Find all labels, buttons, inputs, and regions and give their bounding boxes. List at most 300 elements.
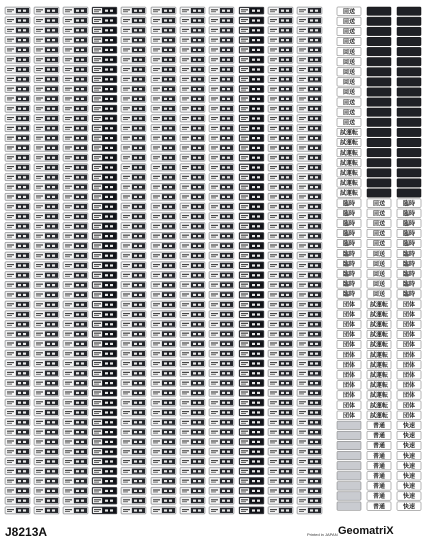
route-sign-decal (268, 301, 293, 308)
route-sign-decal (180, 46, 205, 53)
route-sign-decal (121, 56, 146, 63)
svg-text:試運転: 試運転 (369, 382, 389, 390)
route-sign-decal (209, 379, 234, 386)
route-sign-decal (63, 144, 88, 151)
special-sign-decal (337, 47, 361, 55)
svg-text:普通: 普通 (372, 452, 386, 460)
route-sign-decal (34, 17, 59, 24)
route-sign-decal (297, 409, 322, 416)
svg-text:普通: 普通 (372, 493, 386, 501)
special-sign-decal (337, 462, 361, 470)
route-sign-decal (63, 232, 88, 239)
route-sign-decal (180, 419, 205, 426)
route-sign-decal (180, 36, 205, 43)
route-sign-decal (268, 468, 293, 475)
route-sign-decal (34, 272, 59, 279)
special-sign-decal (367, 381, 391, 389)
route-sign-decal (92, 438, 117, 445)
route-sign-decal (209, 125, 234, 132)
route-sign-decal (180, 507, 205, 514)
route-sign-decal (297, 252, 322, 259)
special-sign-decal (397, 219, 421, 227)
route-sign-decal (63, 17, 88, 24)
special-sign-decal (337, 482, 361, 490)
special-sign-decal (337, 431, 361, 439)
route-sign-decal (121, 252, 146, 259)
svg-text:臨時: 臨時 (342, 240, 356, 248)
svg-text:団体: 団体 (342, 321, 356, 329)
route-sign-decal (180, 223, 205, 230)
route-sign-decal (209, 477, 234, 484)
route-sign-decal (268, 7, 293, 14)
special-sign-decal (397, 371, 421, 379)
sheet-footer (0, 520, 428, 551)
route-sign-decal (151, 203, 176, 210)
route-sign-decal (209, 213, 234, 220)
route-sign-decal (268, 134, 293, 141)
route-sign-decal (5, 350, 30, 357)
svg-text:団体: 団体 (342, 382, 356, 390)
route-sign-decal (268, 27, 293, 34)
route-sign-decal (121, 311, 146, 318)
special-sign-decal (397, 330, 421, 338)
route-sign-decal (151, 419, 176, 426)
route-sign-decal (209, 409, 234, 416)
route-sign-decal (297, 164, 322, 171)
svg-text:試運転: 試運転 (339, 159, 359, 167)
route-sign-decal (5, 95, 30, 102)
route-sign-decal (92, 17, 117, 24)
route-sign-decal (297, 174, 322, 181)
route-sign-decal (239, 105, 264, 112)
route-sign-decal (180, 389, 205, 396)
special-sign-decal (337, 472, 361, 480)
route-sign-decal (151, 115, 176, 122)
special-sign-decal (367, 431, 391, 439)
route-sign-decal (209, 321, 234, 328)
route-sign-decal (268, 183, 293, 190)
route-sign-decal (297, 419, 322, 426)
route-sign-decal (92, 389, 117, 396)
special-sign-decal (367, 472, 391, 480)
route-sign-decal (268, 370, 293, 377)
route-sign-decal (34, 154, 59, 161)
special-sign-decal (337, 421, 361, 429)
route-sign-decal (297, 428, 322, 435)
svg-text:快速: 快速 (402, 493, 416, 501)
route-sign-decal (209, 360, 234, 367)
route-sign-decal (268, 477, 293, 484)
special-sign-decal (367, 148, 391, 156)
route-sign-decal (151, 105, 176, 112)
route-sign-decal (34, 458, 59, 465)
svg-text:回送: 回送 (342, 38, 356, 46)
route-sign-decal (63, 291, 88, 298)
route-sign-decal (92, 144, 117, 151)
route-sign-decal (63, 330, 88, 337)
route-sign-decal (180, 174, 205, 181)
special-sign-decal (337, 219, 361, 227)
route-sign-decal (34, 507, 59, 514)
special-sign-decal (367, 280, 391, 288)
route-sign-decal (297, 144, 322, 151)
special-sign-decal (397, 249, 421, 257)
special-sign-decal (367, 128, 391, 136)
route-sign-decal (297, 350, 322, 357)
route-sign-decal (5, 487, 30, 494)
route-sign-decal (151, 7, 176, 14)
brand-logo: GeomatriX (338, 525, 394, 537)
special-sign-decal (397, 179, 421, 187)
route-sign-decal (151, 56, 176, 63)
svg-text:臨時: 臨時 (402, 230, 416, 238)
route-sign-decal (63, 223, 88, 230)
svg-text:試運転: 試運転 (369, 361, 389, 369)
route-sign-decal (63, 409, 88, 416)
route-sign-decal (34, 321, 59, 328)
special-sign-decal (367, 320, 391, 328)
route-sign-decal (297, 36, 322, 43)
special-sign-decal (367, 290, 391, 298)
route-sign-decal (5, 134, 30, 141)
route-sign-decal (268, 115, 293, 122)
route-sign-decal (121, 27, 146, 34)
route-sign-decal (34, 409, 59, 416)
svg-text:団体: 団体 (402, 382, 416, 390)
route-sign-decal (121, 76, 146, 83)
special-sign-decal (397, 209, 421, 217)
route-sign-decal (239, 340, 264, 347)
route-sign-decal (92, 252, 117, 259)
route-sign-decal (92, 85, 117, 92)
route-sign-decal (5, 183, 30, 190)
route-sign-decal (63, 311, 88, 318)
svg-text:団体: 団体 (402, 361, 416, 369)
route-sign-decal (92, 125, 117, 132)
special-sign-decal (397, 502, 421, 510)
special-sign-decal (397, 260, 421, 268)
route-sign-decal (151, 301, 176, 308)
route-sign-decal (63, 340, 88, 347)
svg-text:回送: 回送 (372, 210, 386, 218)
svg-text:回送: 回送 (342, 89, 356, 97)
route-sign-decal (297, 301, 322, 308)
route-sign-decal (209, 85, 234, 92)
route-sign-decal (121, 17, 146, 24)
route-sign-decal (63, 115, 88, 122)
svg-text:普通: 普通 (372, 503, 386, 511)
special-sign-decal (337, 371, 361, 379)
svg-text:試運転: 試運転 (339, 190, 359, 198)
route-sign-decal (209, 370, 234, 377)
route-sign-decal (34, 252, 59, 259)
svg-text:臨時: 臨時 (342, 210, 356, 218)
route-sign-decal (239, 36, 264, 43)
route-sign-decal (297, 183, 322, 190)
special-sign-decal (397, 462, 421, 470)
route-sign-decal (268, 448, 293, 455)
route-sign-decal (209, 389, 234, 396)
svg-text:試運転: 試運転 (369, 392, 389, 400)
special-sign-decal (337, 17, 361, 25)
route-sign-decal (121, 144, 146, 151)
route-sign-decal (34, 448, 59, 455)
route-sign-decal (92, 56, 117, 63)
route-sign-decal (34, 281, 59, 288)
route-sign-decal (239, 272, 264, 279)
svg-text:回送: 回送 (342, 48, 356, 56)
special-sign-decal (367, 17, 391, 25)
svg-text:試運転: 試運転 (369, 311, 389, 319)
special-sign-decal (367, 411, 391, 419)
route-sign-decal (92, 174, 117, 181)
special-sign-decal (337, 239, 361, 247)
route-sign-decal (34, 301, 59, 308)
svg-text:団体: 団体 (342, 392, 356, 400)
special-sign-decal (337, 88, 361, 96)
route-sign-decal (151, 497, 176, 504)
route-sign-decal (34, 438, 59, 445)
route-sign-decal (92, 497, 117, 504)
route-sign-decal (63, 262, 88, 269)
special-sign-decal (397, 27, 421, 35)
route-sign-decal (268, 321, 293, 328)
special-sign-decal (397, 138, 421, 146)
special-sign-decal (367, 68, 391, 76)
route-sign-decal (63, 370, 88, 377)
special-sign-decal (397, 472, 421, 480)
route-sign-decal (239, 409, 264, 416)
route-sign-decal (268, 232, 293, 239)
route-sign-decal (34, 379, 59, 386)
route-sign-decal (121, 134, 146, 141)
svg-text:回送: 回送 (372, 220, 386, 228)
route-sign-decal (5, 301, 30, 308)
svg-text:快速: 快速 (402, 462, 416, 470)
route-sign-decal (297, 115, 322, 122)
svg-text:試運転: 試運転 (339, 180, 359, 188)
special-sign-decal (397, 17, 421, 25)
route-sign-decal (268, 164, 293, 171)
special-sign-decal (397, 451, 421, 459)
route-sign-decal (34, 105, 59, 112)
route-sign-decal (239, 438, 264, 445)
route-sign-decal (180, 154, 205, 161)
special-sign-decal (337, 7, 361, 15)
special-sign-decal (337, 68, 361, 76)
svg-text:団体: 団体 (402, 372, 416, 379)
special-sign-decal (367, 371, 391, 379)
route-sign-decal (239, 134, 264, 141)
route-sign-decal (151, 36, 176, 43)
special-sign-decal (337, 189, 361, 197)
route-sign-decal (121, 125, 146, 132)
route-sign-decal (239, 213, 264, 220)
route-sign-decal (239, 223, 264, 230)
route-sign-decal (239, 468, 264, 475)
route-sign-decal (5, 330, 30, 337)
route-sign-decal (5, 340, 30, 347)
route-sign-decal (180, 370, 205, 377)
special-sign-decal (367, 189, 391, 197)
route-sign-decal (34, 174, 59, 181)
svg-text:回送: 回送 (342, 58, 356, 66)
route-sign-decal (5, 17, 30, 24)
route-sign-decal (121, 330, 146, 337)
route-sign-decal (5, 144, 30, 151)
route-sign-decal (5, 27, 30, 34)
route-sign-decal (151, 262, 176, 269)
route-sign-decal (209, 36, 234, 43)
svg-text:団体: 団体 (402, 392, 416, 400)
route-sign-decal (63, 95, 88, 102)
special-sign-decal (337, 411, 361, 419)
special-sign-decal (397, 229, 421, 237)
svg-text:団体: 団体 (402, 301, 416, 309)
route-sign-decal (63, 507, 88, 514)
svg-text:回送: 回送 (372, 250, 386, 258)
route-sign-decal (92, 370, 117, 377)
route-sign-decal (92, 203, 117, 210)
route-sign-decal (297, 46, 322, 53)
route-sign-decal (63, 7, 88, 14)
special-sign-decal (397, 37, 421, 45)
route-sign-decal (209, 419, 234, 426)
route-sign-decal (5, 125, 30, 132)
route-sign-decal (268, 17, 293, 24)
route-sign-decal (5, 389, 30, 396)
route-sign-decal (180, 272, 205, 279)
route-sign-decal (180, 291, 205, 298)
route-sign-decal (239, 389, 264, 396)
route-sign-decal (209, 507, 234, 514)
special-sign-decal (397, 290, 421, 298)
route-sign-decal (34, 46, 59, 53)
route-sign-decal (121, 438, 146, 445)
route-sign-decal (209, 154, 234, 161)
route-sign-decal (268, 330, 293, 337)
special-sign-decal (337, 320, 361, 328)
route-sign-decal (180, 448, 205, 455)
route-sign-decal (239, 428, 264, 435)
route-sign-decal (239, 232, 264, 239)
special-sign-decal (367, 98, 391, 106)
route-sign-decal (5, 281, 30, 288)
special-sign-decal (337, 451, 361, 459)
route-sign-decal (209, 497, 234, 504)
route-sign-decal (63, 46, 88, 53)
special-sign-decal (367, 482, 391, 490)
route-sign-decal (92, 458, 117, 465)
svg-text:普通: 普通 (372, 422, 386, 430)
route-sign-decal (209, 17, 234, 24)
special-sign-decal (367, 78, 391, 86)
route-sign-decal (209, 301, 234, 308)
route-sign-decal (209, 27, 234, 34)
route-sign-decal (34, 468, 59, 475)
route-sign-decal (239, 125, 264, 132)
route-sign-decal (180, 76, 205, 83)
route-sign-decal (239, 379, 264, 386)
route-sign-decal (209, 252, 234, 259)
route-sign-decal (297, 507, 322, 514)
route-sign-decal (34, 164, 59, 171)
route-sign-decal (209, 134, 234, 141)
route-sign-decal (34, 291, 59, 298)
route-sign-decal (121, 281, 146, 288)
route-sign-decal (5, 46, 30, 53)
route-sign-decal (297, 232, 322, 239)
route-sign-decal (268, 311, 293, 318)
route-sign-decal (5, 242, 30, 249)
svg-text:普通: 普通 (372, 483, 386, 491)
special-sign-decal (397, 98, 421, 106)
special-sign-decal (367, 219, 391, 227)
route-sign-decal (151, 144, 176, 151)
svg-text:快速: 快速 (402, 483, 416, 491)
route-sign-decal (239, 291, 264, 298)
route-sign-decal (297, 458, 322, 465)
route-sign-decal (121, 350, 146, 357)
special-sign-decal (367, 58, 391, 66)
route-sign-decal (180, 330, 205, 337)
special-sign-decal (337, 209, 361, 217)
special-sign-decal (337, 290, 361, 298)
route-sign-decal (92, 232, 117, 239)
route-sign-decal (209, 340, 234, 347)
svg-text:回送: 回送 (342, 69, 356, 76)
route-sign-decal (180, 125, 205, 132)
route-sign-decal (297, 154, 322, 161)
route-sign-decal (63, 213, 88, 220)
special-sign-decal (337, 310, 361, 318)
special-sign-decal (337, 361, 361, 369)
route-sign-decal (63, 125, 88, 132)
route-sign-decal (92, 76, 117, 83)
route-sign-decal (151, 340, 176, 347)
route-sign-decal (34, 330, 59, 337)
svg-text:回送: 回送 (342, 18, 356, 26)
route-sign-decal (121, 193, 146, 200)
route-sign-decal (297, 272, 322, 279)
special-sign-decal (397, 169, 421, 177)
special-sign-decal (367, 199, 391, 207)
route-sign-decal (121, 85, 146, 92)
route-sign-decal (92, 399, 117, 406)
route-sign-decal (151, 66, 176, 73)
route-sign-decal (297, 291, 322, 298)
special-sign-decal (367, 492, 391, 500)
route-sign-decal (5, 399, 30, 406)
route-sign-decal (180, 477, 205, 484)
route-sign-decal (297, 56, 322, 63)
special-sign-decal (367, 330, 391, 338)
route-sign-decal (5, 419, 30, 426)
route-sign-decal (5, 252, 30, 259)
special-sign-decal (397, 300, 421, 308)
route-sign-decal (34, 360, 59, 367)
route-sign-decal (92, 36, 117, 43)
route-sign-decal (121, 203, 146, 210)
route-sign-decal (239, 477, 264, 484)
svg-text:試運転: 試運転 (339, 139, 359, 147)
special-sign-decal (337, 58, 361, 66)
route-sign-decal (151, 164, 176, 171)
route-sign-decal (297, 399, 322, 406)
route-sign-decal (209, 95, 234, 102)
route-sign-decal (180, 144, 205, 151)
route-sign-decal (239, 281, 264, 288)
